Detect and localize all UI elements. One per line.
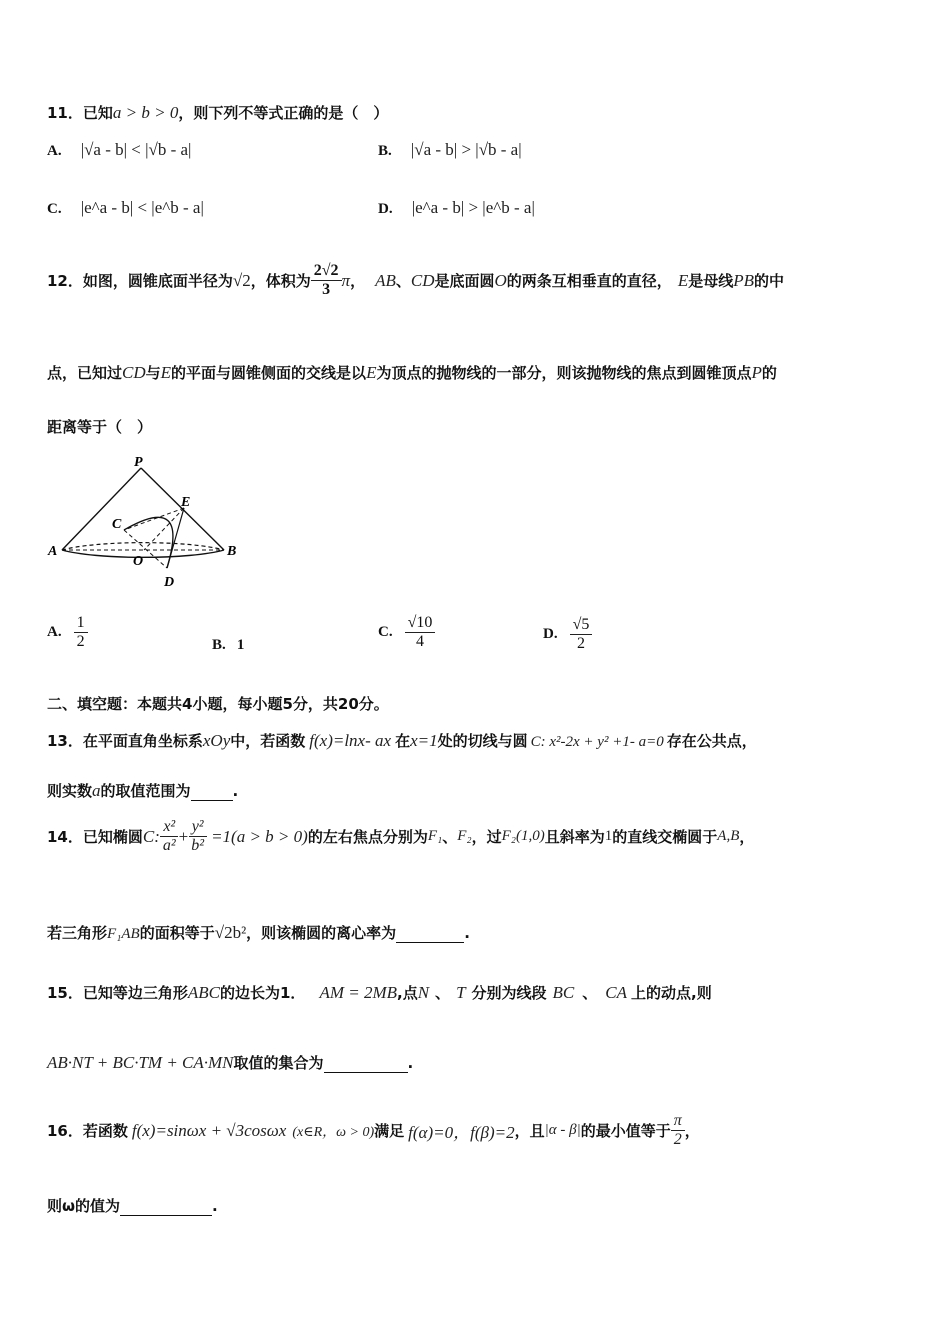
q16-text: ，且 (514, 1122, 545, 1141)
q14-equation: =1(a > b > 0) (211, 826, 308, 846)
q12-option-c (378, 614, 435, 652)
q14-f1: F₁ (427, 828, 443, 845)
q11-option-c-label: C. (47, 201, 62, 217)
q15-expression: AB·NT + BC·TM + CA·MN (47, 1053, 234, 1072)
q16-text: ， (684, 1122, 700, 1141)
q12-volume-pi: π (341, 270, 351, 290)
q14-plus: + (178, 826, 189, 846)
q12-option-c-den: 4 (415, 633, 424, 651)
q14-text: 、 (442, 828, 458, 847)
q14-text: ，过 (471, 828, 502, 847)
q13-text: 中，若函数 (230, 732, 306, 750)
q12-option-d-frac (570, 616, 593, 654)
q13-text: 的取值范围为 (100, 782, 191, 800)
q11-option-a-expr: |√a - b| < |√b - a| (80, 140, 192, 159)
q15-text: 分别为线段 (471, 984, 547, 1002)
q12-text: 与 (145, 364, 161, 382)
q12-volume-fraction (311, 262, 342, 300)
q12-option-d (543, 616, 592, 654)
q15-text: ,点 (397, 984, 418, 1002)
q13-answer-blank[interactable] (191, 784, 233, 801)
q13-text: 存在公共点， (666, 732, 757, 750)
q11-option-a (47, 140, 191, 160)
q12-volume-num: 2√2 (311, 262, 342, 281)
q12-radius: √2 (232, 270, 251, 290)
q15-text: 、 (435, 984, 451, 1002)
q12-text: 、 (395, 272, 411, 291)
q11-option-d-expr: |e^a - b| > |e^b - a| (411, 198, 535, 217)
q14-text: 的直线交椭圆于 (612, 828, 718, 847)
q15-line1 (47, 982, 712, 1003)
q15-text: 、 (582, 984, 598, 1002)
label-p: P (134, 455, 143, 470)
q16-condition: (x∈R，ω > 0) (292, 1124, 375, 1140)
q12-text: 的两条互相垂直的直径， (506, 272, 672, 291)
q12-text: ，体积为 (250, 272, 311, 291)
q13-circle: C: x²-2x + y² +1- a=0 (530, 734, 664, 750)
q13-text: 处的切线与圆 (437, 732, 528, 750)
q15-answer-blank[interactable] (324, 1056, 408, 1073)
q16-pi-den: 2 (673, 1131, 682, 1149)
q11-option-b-expr: |√a - b| > |√b - a| (410, 140, 522, 159)
q15-line2 (47, 1052, 413, 1073)
q15-t: T (456, 983, 466, 1002)
q15-text: 15．已知等边三角形 (47, 984, 188, 1002)
q16-line1 (47, 1112, 700, 1150)
q12-option-c-num: √10 (405, 614, 436, 633)
q13-text: 则实数 (47, 782, 93, 800)
q11-stem (47, 102, 388, 123)
label-c: C (112, 517, 122, 532)
q14-text: ， (739, 828, 755, 847)
q14-slope: 1 (604, 828, 613, 845)
q12-cd: CD (122, 363, 146, 382)
q12-text: 的中 (754, 272, 785, 291)
label-b: B (227, 544, 237, 559)
q16-values: f(α)=0，f(β)=2 (408, 1123, 515, 1143)
q12-text: 为顶点的抛物线的一部分，则该抛物线的焦点到圆锥顶点 (376, 364, 752, 382)
q14-text: 14．已知椭圆 (47, 828, 143, 847)
q16-text: 满足 (374, 1122, 405, 1141)
q12-option-b-value: 1 (236, 637, 245, 653)
q14-text: 且斜率为 (544, 828, 605, 847)
cone-figure (40, 452, 250, 592)
q12-text: 点，已知过 (47, 364, 123, 382)
q16-text: 则ω的值为 (47, 1197, 121, 1215)
q14-x-frac (160, 818, 179, 856)
q15-text: 的边长为1． (219, 984, 306, 1002)
q12-volume-den: 3 (322, 281, 331, 299)
q14-line2 (47, 922, 470, 943)
q16-text: . (212, 1197, 218, 1215)
q12-text: 距离等于（ ） (47, 418, 153, 436)
q12-p: P (751, 363, 762, 382)
q12-e: E (366, 363, 377, 382)
q15-text: 上的动点,则 (631, 984, 712, 1002)
q14-x-den: a² (162, 837, 176, 855)
q16-line2 (47, 1195, 218, 1216)
q14-triangle: F₁AB (107, 926, 140, 942)
q13-text: 在 (395, 732, 411, 750)
q16-abs: |α - β| (544, 1122, 581, 1139)
q13-a: a (92, 781, 101, 800)
q12-text: 是底面圆 (434, 272, 495, 291)
q16-function: f(x)=sinωx + √3cosωx (131, 1120, 287, 1140)
q16-answer-blank[interactable] (120, 1199, 212, 1216)
q15-text: 取值的集合为 (233, 1054, 324, 1072)
q11-option-b-label: B. (378, 143, 392, 159)
q12-option-a-den: 2 (76, 633, 85, 651)
q14-text: 若三角形 (47, 924, 108, 942)
q11-option-d (378, 198, 535, 218)
label-a: A (48, 544, 58, 559)
q12-option-c-label: C. (378, 624, 393, 641)
q12-option-a (47, 614, 88, 652)
q12-option-b (212, 634, 244, 654)
cone-edge-pa (62, 468, 141, 550)
q12-option-b-label: B. (212, 637, 226, 653)
q11-stem-post: ，则下列不等式正确的是（ ） (178, 104, 389, 122)
q12-option-d-label: D. (543, 626, 558, 643)
q14-f2: F₂ (457, 828, 472, 845)
q14-f2-point: F₂(1,0) (501, 828, 545, 845)
q11-condition: a > b > 0 (112, 103, 179, 122)
q14-y-den: b² (191, 837, 205, 855)
q12-line3 (47, 416, 152, 437)
q15-am: AM = 2MB (319, 983, 397, 1002)
q16-pi-frac (671, 1112, 685, 1150)
segment-ec (124, 508, 184, 530)
q12-option-d-num: √5 (570, 616, 593, 635)
q11-stem-pre: 11．已知 (47, 104, 113, 122)
label-e: E (181, 495, 191, 510)
q14-c: C: (142, 826, 160, 846)
q12-option-a-num: 1 (74, 614, 88, 633)
q12-line1 (47, 262, 784, 300)
q15-n: N (417, 983, 430, 1002)
q12-cd: CD (410, 270, 435, 290)
q15-text: . (407, 1054, 414, 1072)
q13-xoy: xOy (202, 731, 231, 750)
q14-text: ，则该椭圆的离心率为 (246, 924, 397, 942)
q12-option-a-label: A. (47, 624, 62, 641)
q14-area: √2b² (214, 923, 247, 942)
q13-line2 (47, 780, 238, 801)
q14-answer-blank[interactable] (396, 926, 464, 943)
q16-pi-num: π (671, 1112, 685, 1131)
q12-text: 的平面与圆锥侧面的交线是以 (171, 364, 367, 382)
q15-ca: CA (605, 983, 628, 1002)
q12-text: 12．如图，圆锥底面半径为 (47, 272, 233, 291)
q11-option-b (378, 140, 522, 160)
q11-option-c (47, 198, 204, 218)
q15-bc: BC (552, 983, 575, 1002)
q13-line1 (47, 730, 757, 751)
label-d: D (164, 575, 175, 590)
q14-line1 (47, 818, 754, 856)
label-o: O (133, 554, 144, 569)
q14-text: 的左右焦点分别为 (307, 828, 428, 847)
q16-text: 16．若函数 (47, 1122, 128, 1141)
cone-base-back (62, 543, 224, 550)
q16-text: 的最小值等于 (580, 1122, 671, 1141)
q14-y-num: y² (189, 818, 207, 837)
q14-ab: A,B (717, 828, 740, 845)
q12-pb: PB (733, 270, 754, 290)
q12-text: ， (350, 272, 366, 291)
q14-x-num: x² (160, 818, 178, 837)
q13-x1: x=1 (410, 731, 438, 750)
q12-option-a-frac (74, 614, 88, 652)
q13-function: f(x)=lnx- ax (309, 731, 392, 750)
q12-e: E (160, 363, 172, 382)
q14-text: . (464, 924, 470, 942)
q11-option-c-expr: |e^a - b| < |e^b - a| (80, 198, 204, 217)
q13-text: 13．在平面直角坐标系 (47, 732, 203, 750)
q12-text: 是母线 (688, 272, 734, 291)
q12-line2 (47, 362, 777, 383)
q14-y-frac (188, 818, 207, 856)
q12-o: O (494, 270, 507, 290)
q12-e: E (677, 270, 689, 290)
section-2-heading: 二、填空题：本题共4小题，每小题5分，共20分。 (47, 695, 389, 713)
q14-text: 的面积等于 (139, 924, 215, 942)
q15-abc: ABC (187, 983, 220, 1002)
q12-ab: AB (375, 270, 396, 290)
q12-text: 的 (761, 364, 777, 382)
segment-ed (167, 508, 184, 568)
q12-option-c-frac (405, 614, 436, 652)
q13-text: . (232, 782, 239, 800)
q11-option-d-label: D. (378, 201, 393, 217)
q12-option-d-den: 2 (576, 635, 585, 653)
q11-option-a-label: A. (47, 143, 62, 159)
